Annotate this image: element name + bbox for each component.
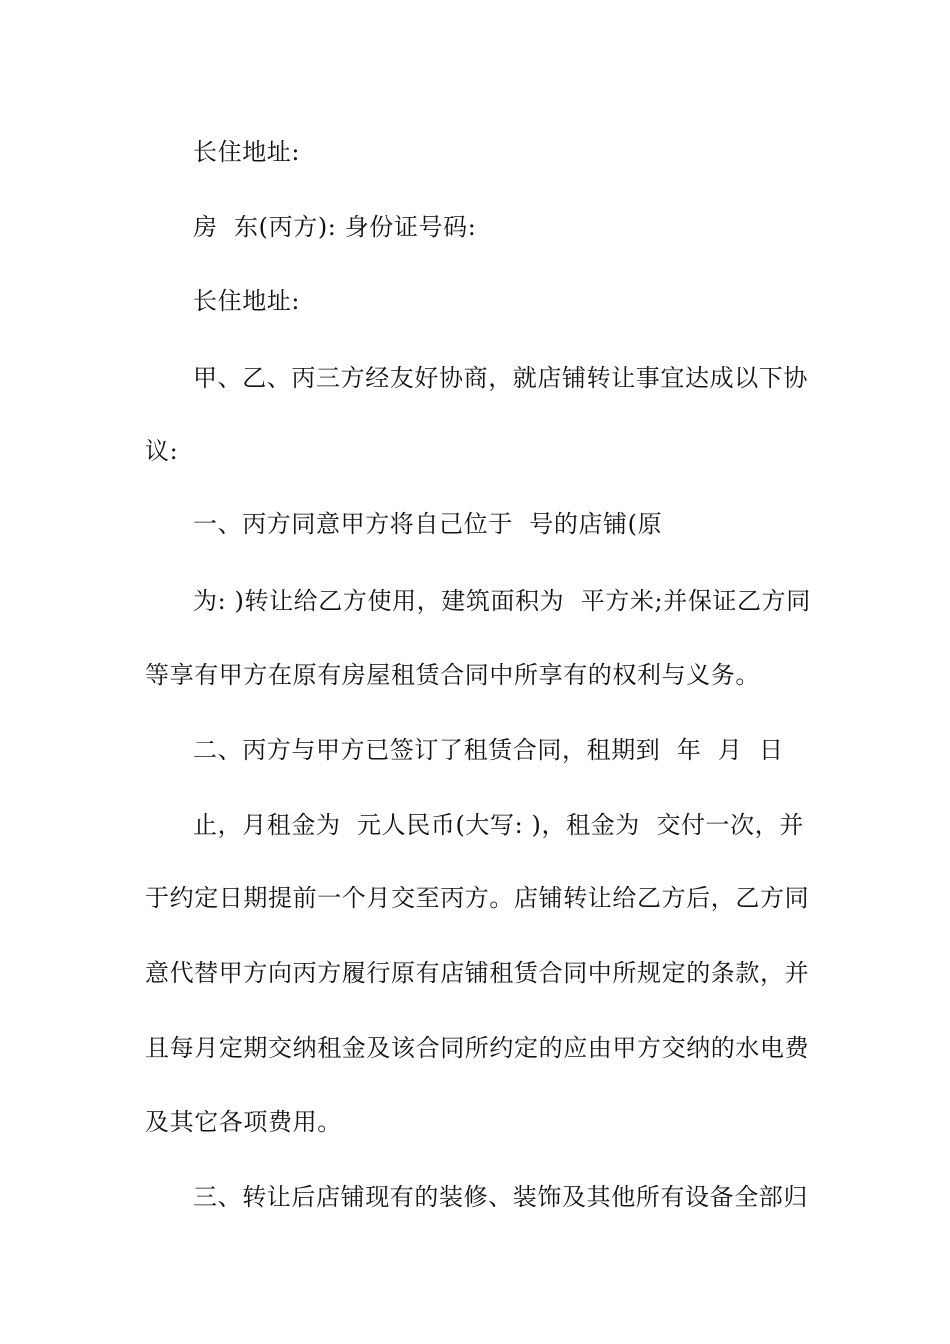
text-line-residence-address-2: 长住地址: bbox=[193, 287, 301, 315]
text-line-residence-address-1: 长住地址: bbox=[193, 138, 301, 166]
text-line-clause-2-cont-4: 且每月定期交纳租金及该合同所约定的应由甲方交纳的水电费 bbox=[145, 1034, 810, 1062]
text-line-clause-1-cont: 为: )转让给乙方使用，建筑面积为 平方米;并保证乙方同 bbox=[193, 587, 811, 615]
text-line-agreement-intro-cont: 议: bbox=[145, 437, 179, 465]
text-line-clause-1: 一、丙方同意甲方将自己位于 号的店铺(原 bbox=[193, 510, 663, 538]
text-line-clause-2-cont: 止，月租金为 元人民币(大写: )，租金为 交付一次，并 bbox=[193, 811, 804, 839]
text-line-clause-2-cont-3: 意代替甲方向丙方履行原有店铺租赁合同中所规定的条款，并 bbox=[145, 959, 810, 987]
text-line-clause-3: 三、转让后店铺现有的装修、装饰及其他所有设备全部归 bbox=[193, 1183, 808, 1211]
text-line-clause-1-end: 等享有甲方在原有房屋租赁合同中所享有的权利与义务。 bbox=[145, 661, 760, 689]
text-line-landlord-id: 房 东(丙方): 身份证号码: bbox=[193, 213, 477, 241]
text-line-agreement-intro: 甲、乙、丙三方经友好协商，就店铺转让事宜达成以下协 bbox=[193, 364, 808, 392]
text-line-clause-2-end: 及其它各项费用。 bbox=[145, 1108, 342, 1136]
text-line-clause-2-cont-2: 于约定日期提前一个月交至丙方。店铺转让给乙方后，乙方同 bbox=[145, 884, 810, 912]
text-line-clause-2: 二、丙方与甲方已签订了租赁合同，租期到 年 月 日 bbox=[193, 736, 784, 764]
